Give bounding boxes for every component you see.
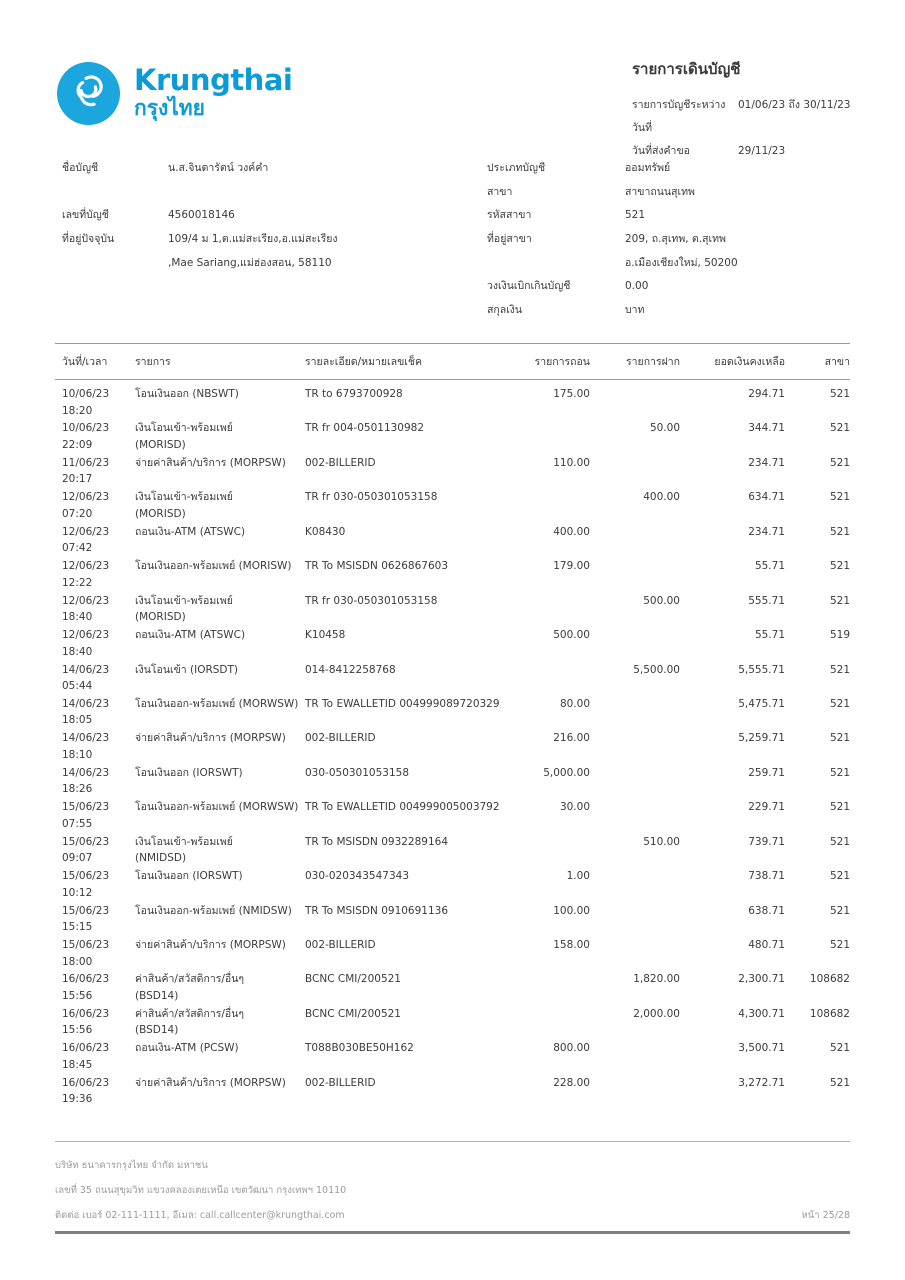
txn-date: 16/06/23	[62, 973, 110, 986]
account-info-row	[487, 250, 867, 274]
txn-balance: 638.71	[748, 904, 785, 917]
footer-line: บริษัท ธนาคารกรุงไทย จำกัด มหาชน	[55, 1160, 208, 1171]
meta-label: รายการบัญชีระหว่างวันที่	[632, 99, 726, 134]
txn-datetime	[55, 971, 130, 1004]
txn-branch: 521	[829, 1042, 850, 1055]
txn-branch: 521	[829, 801, 850, 814]
txn-time: 12:22	[62, 576, 93, 589]
table-row	[55, 524, 850, 558]
col-header-withdrawal: รายการถอน	[534, 356, 590, 368]
txn-name: จ่ายค่าสินค้า/บริการ (MORPSW)	[135, 456, 286, 469]
txn-balance: 294.71	[748, 388, 785, 400]
table-row	[55, 489, 850, 523]
txn-time: 19:36	[62, 1093, 93, 1106]
txn-detail: 030-050301053158	[305, 766, 409, 779]
page-number: หน้า 25/28	[801, 1210, 850, 1221]
txn-date: 15/06/23	[62, 835, 110, 848]
txn-datetime	[55, 524, 130, 557]
txn-detail: TR fr 030-050301053158	[305, 491, 438, 504]
footer-lines	[55, 1153, 850, 1228]
txn-time: 15:56	[62, 989, 93, 1002]
txn-date: 14/06/23	[62, 663, 110, 676]
txn-branch: 521	[829, 663, 850, 676]
account-label: ที่อยู่สาขา	[487, 233, 532, 246]
txn-name: ถอนเงิน-ATM (ATSWC)	[135, 525, 246, 538]
txn-date: 16/06/23	[62, 1007, 110, 1020]
account-info-row	[487, 180, 867, 204]
txn-name: โอนเงินออก-พร้อมเพย์ (MORISW)	[135, 560, 292, 573]
statement-meta-row	[632, 94, 857, 140]
txn-time: 07:42	[62, 542, 93, 555]
txn-time: 18:20	[62, 404, 93, 417]
txn-time: 18:40	[62, 611, 93, 624]
table-row	[55, 971, 850, 1005]
account-info-row	[487, 298, 867, 322]
txn-withdrawal: 5,000.00	[543, 766, 590, 779]
col-header-deposit: รายการฝาก	[626, 356, 680, 368]
txn-detail: 002-BILLERID	[305, 732, 376, 745]
txn-time: 15:56	[62, 1024, 93, 1037]
txn-detail: TR fr 030-050301053158	[305, 594, 438, 607]
txn-balance: 3,272.71	[738, 1076, 785, 1089]
krungthai-logo	[57, 62, 120, 125]
col-header-balance: ยอดเงินคงเหลือ	[714, 356, 785, 368]
txn-branch: 521	[829, 939, 850, 951]
table-row	[55, 1075, 850, 1109]
txn-name: เงินโอนเข้า-พร้อมเพย์ (MORISD)	[135, 594, 233, 624]
txn-date: 12/06/23	[62, 629, 110, 642]
txn-name: ค่าสินค้า/สวัสดิการ/อื่นๆ (BSD14)	[135, 973, 245, 1002]
txn-deposit: 500.00	[643, 594, 680, 607]
txn-detail: TR To MSISDN 0910691136	[305, 904, 449, 917]
txn-name: โอนเงินออก (NBSWT)	[135, 388, 239, 400]
txn-date: 15/06/23	[62, 904, 110, 917]
txn-datetime	[55, 868, 130, 901]
account-info-row	[62, 227, 462, 251]
txn-name: โอนเงินออก-พร้อมเพย์ (NMIDSW)	[135, 904, 292, 917]
txn-deposit: 2,000.00	[633, 1007, 680, 1020]
txn-detail: TR To EWALLETID 004999089720329	[305, 697, 500, 710]
col-header-name: รายการ	[135, 356, 171, 368]
page-footer	[55, 1141, 850, 1228]
txn-balance: 634.71	[748, 491, 785, 504]
txn-withdrawal: 216.00	[553, 732, 590, 745]
txn-time: 05:44	[62, 680, 93, 692]
txn-detail: TR To MSISDN 0626867603	[305, 560, 449, 573]
txn-name: เงินโอนเข้า (IORSDT)	[135, 663, 239, 676]
txn-date: 14/06/23	[62, 732, 110, 745]
page-title: รายการเดินบัญชี	[632, 60, 741, 78]
txn-withdrawal: 800.00	[553, 1042, 590, 1055]
txn-branch: 521	[829, 835, 850, 848]
txn-time: 07:20	[62, 507, 93, 520]
txn-name: โอนเงินออก (IORSWT)	[135, 870, 243, 883]
txn-date: 16/06/23	[62, 1076, 110, 1089]
account-label: สาขา	[487, 185, 513, 198]
txn-branch: 521	[829, 422, 850, 435]
txn-detail: 002-BILLERID	[305, 456, 376, 469]
txn-deposit: 1,820.00	[633, 973, 680, 986]
account-value: 0.00	[625, 279, 649, 292]
brand-name-th: กรุงไทย	[134, 96, 205, 120]
txn-deposit: 50.00	[649, 422, 680, 435]
txn-balance: 234.71	[748, 456, 785, 469]
account-info-row	[487, 156, 867, 180]
txn-balance: 344.71	[748, 422, 785, 435]
txn-withdrawal: 80.00	[559, 697, 590, 710]
account-label: รหัสสาขา	[487, 209, 532, 222]
txn-datetime	[55, 1075, 130, 1108]
txn-date: 14/06/23	[62, 697, 110, 710]
txn-name: จ่ายค่าสินค้า/บริการ (MORPSW)	[135, 732, 286, 745]
table-row	[55, 834, 850, 868]
txn-branch: 521	[829, 904, 850, 917]
txn-date: 14/06/23	[62, 766, 110, 779]
txn-date: 12/06/23	[62, 525, 110, 538]
txn-balance: 55.71	[754, 629, 785, 642]
account-value: สาขาถนนสุเทพ	[625, 185, 695, 198]
col-header-branch: สาขา	[824, 356, 850, 368]
txn-time: 09:07	[62, 852, 93, 865]
txn-datetime	[55, 730, 130, 763]
txn-time: 18:05	[62, 714, 93, 727]
txn-time: 18:40	[62, 645, 93, 658]
txn-name: โอนเงินออก (IORSWT)	[135, 766, 243, 779]
statement-meta	[632, 94, 857, 163]
txn-name: โอนเงินออก-พร้อมเพย์ (MORWSW)	[135, 801, 299, 814]
txn-branch: 521	[829, 560, 850, 573]
txn-detail: 030-020343547343	[305, 870, 409, 883]
table-row	[55, 627, 850, 661]
txn-date: 11/06/23	[62, 456, 110, 469]
table-row	[55, 386, 850, 420]
txn-balance: 739.71	[748, 835, 785, 848]
txn-withdrawal: 175.00	[553, 388, 590, 400]
txn-branch: 521	[829, 870, 850, 883]
txn-datetime	[55, 455, 130, 488]
account-info-left	[62, 156, 462, 274]
txn-datetime	[55, 903, 130, 936]
txn-name: ถอนเงิน-ATM (PCSW)	[135, 1042, 239, 1055]
txn-balance: 5,475.71	[738, 697, 785, 710]
txn-datetime	[55, 937, 130, 970]
txn-date: 12/06/23	[62, 594, 110, 607]
txn-withdrawal: 179.00	[553, 560, 590, 573]
txn-time: 18:45	[62, 1058, 93, 1071]
txn-datetime	[55, 662, 130, 695]
txn-datetime	[55, 627, 130, 660]
account-label: ประเภทบัญชี	[487, 162, 546, 175]
txn-name: เงินโอนเข้า-พร้อมเพย์ (NMIDSD)	[135, 835, 233, 865]
txn-date: 12/06/23	[62, 491, 110, 504]
account-info-row	[487, 274, 867, 298]
table-row	[55, 696, 850, 730]
txn-balance: 5,555.71	[738, 663, 785, 676]
meta-label: วันที่ส่งคำขอ	[632, 145, 690, 157]
footer-line: ติดต่อ เบอร์ 02-111-1111, อีเมล: call.callcenter@krungthai.com	[55, 1210, 345, 1221]
txn-time: 20:17	[62, 473, 93, 486]
txn-datetime	[55, 489, 130, 522]
col-header-date: วันที่/เวลา	[62, 356, 108, 368]
footer-divider	[55, 1231, 850, 1234]
account-label: เลขที่บัญชี	[62, 209, 109, 222]
account-value: ออมทรัพย์	[625, 162, 671, 175]
krungthai-bird-icon	[66, 69, 112, 119]
table-row	[55, 1040, 850, 1074]
txn-deposit: 400.00	[643, 491, 680, 504]
txn-withdrawal: 158.00	[553, 939, 590, 951]
txn-withdrawal: 228.00	[553, 1076, 590, 1089]
txn-branch: 519	[829, 629, 850, 642]
txn-detail: TR fr 004-0501130982	[305, 422, 425, 435]
statement-header	[632, 57, 857, 163]
account-value: น.ส.จินดารัตน์ วงค์คำ	[168, 162, 269, 175]
account-label: สกุลเงิน	[487, 303, 523, 316]
txn-datetime	[55, 765, 130, 798]
txn-name: เงินโอนเข้า-พร้อมเพย์ (MORISD)	[135, 491, 233, 520]
txn-detail: TR to 6793700928	[305, 388, 403, 400]
table-row	[55, 558, 850, 592]
table-row	[55, 455, 850, 489]
txn-detail: BCNC CMI/200521	[305, 973, 401, 986]
txn-detail: 014-8412258768	[305, 663, 396, 676]
account-info-right	[487, 156, 867, 321]
txn-datetime	[55, 834, 130, 867]
account-info-row	[487, 227, 867, 251]
account-value: 4560018146	[168, 208, 235, 221]
txn-balance: 4,300.71	[738, 1007, 785, 1020]
account-value: 521	[625, 208, 646, 221]
txn-balance: 480.71	[748, 939, 785, 951]
table-header	[55, 343, 850, 380]
txn-deposit: 510.00	[643, 835, 680, 848]
brand-wordmark	[134, 63, 292, 120]
txn-withdrawal: 110.00	[553, 456, 590, 469]
txn-detail: TR To EWALLETID 004999005003792	[305, 801, 500, 814]
txn-time: 07:55	[62, 817, 93, 830]
txn-datetime	[55, 386, 130, 419]
txn-time: 22:09	[62, 438, 93, 451]
txn-balance: 259.71	[748, 766, 785, 779]
txn-date: 16/06/23	[62, 1042, 110, 1055]
txn-datetime	[55, 799, 130, 832]
meta-value: 29/11/23	[738, 145, 786, 157]
table-row	[55, 868, 850, 902]
txn-date: 15/06/23	[62, 870, 110, 883]
txn-branch: 521	[829, 388, 850, 400]
txn-balance: 5,259.71	[738, 732, 785, 745]
txn-datetime	[55, 558, 130, 591]
txn-detail: BCNC CMI/200521	[305, 1007, 401, 1020]
txn-branch: 521	[829, 732, 850, 745]
account-info-row	[62, 250, 462, 274]
txn-branch: 108682	[809, 1007, 850, 1020]
txn-time: 18:10	[62, 748, 93, 761]
txn-detail: TR To MSISDN 0932289164	[305, 835, 449, 848]
table-row	[55, 662, 850, 696]
table-row	[55, 730, 850, 764]
account-value: 209, ถ.สุเทพ, ต.สุเทพ	[625, 233, 726, 246]
meta-value: 01/06/23 ถึง 30/11/23	[738, 99, 851, 111]
txn-balance: 555.71	[748, 594, 785, 607]
txn-name: ค่าสินค้า/สวัสดิการ/อื่นๆ (BSD14)	[135, 1007, 245, 1037]
txn-detail: 002-BILLERID	[305, 1076, 376, 1089]
txn-date: 15/06/23	[62, 939, 110, 951]
txn-balance: 55.71	[754, 560, 785, 573]
txn-datetime	[55, 593, 130, 626]
txn-balance: 229.71	[748, 801, 785, 814]
txn-branch: 521	[829, 697, 850, 710]
txn-withdrawal: 1.00	[566, 870, 590, 883]
brand-name-en: Krungthai	[134, 63, 293, 97]
transactions-table	[55, 343, 850, 1109]
txn-datetime	[55, 696, 130, 729]
account-label: ชื่อบัญชี	[62, 162, 99, 175]
txn-time: 18:26	[62, 783, 93, 796]
txn-withdrawal: 400.00	[553, 525, 590, 538]
txn-detail: T088B030BE50H162	[305, 1042, 414, 1055]
txn-date: 10/06/23	[62, 388, 110, 400]
txn-balance: 738.71	[748, 870, 785, 883]
txn-name: จ่ายค่าสินค้า/บริการ (MORPSW)	[135, 1076, 286, 1089]
txn-datetime	[55, 1040, 130, 1073]
txn-deposit: 5,500.00	[633, 663, 680, 676]
account-info-row	[62, 156, 462, 180]
col-header-detail: รายละเอียด/หมายเลขเช็ค	[305, 356, 422, 368]
txn-time: 10:12	[62, 886, 93, 899]
txn-detail: K08430	[305, 525, 346, 538]
txn-time: 15:15	[62, 921, 93, 934]
txn-branch: 521	[829, 766, 850, 779]
txn-datetime	[55, 420, 130, 453]
account-value: บาท	[625, 303, 645, 316]
txn-name: เงินโอนเข้า-พร้อมเพย์ (MORISD)	[135, 422, 233, 451]
txn-datetime	[55, 1006, 130, 1039]
table-row	[55, 937, 850, 971]
account-info-row	[62, 180, 462, 204]
txn-detail: 002-BILLERID	[305, 939, 376, 951]
table-row	[55, 765, 850, 799]
txn-date: 15/06/23	[62, 801, 110, 814]
txn-withdrawal: 100.00	[553, 904, 590, 917]
account-value: อ.เมืองเชียงใหม่, 50200	[625, 256, 738, 269]
txn-withdrawal: 500.00	[553, 629, 590, 642]
table-body	[55, 380, 850, 1109]
txn-balance: 3,500.71	[738, 1042, 785, 1055]
table-row	[55, 903, 850, 937]
txn-branch: 521	[829, 525, 850, 538]
txn-branch: 521	[829, 1076, 850, 1089]
txn-date: 12/06/23	[62, 560, 110, 573]
txn-name: โอนเงินออก-พร้อมเพย์ (MORWSW)	[135, 697, 299, 710]
txn-date: 10/06/23	[62, 422, 110, 435]
txn-time: 18:00	[62, 955, 93, 968]
table-row	[55, 1006, 850, 1040]
txn-name: ถอนเงิน-ATM (ATSWC)	[135, 629, 246, 642]
table-row	[55, 593, 850, 627]
txn-balance: 234.71	[748, 525, 785, 538]
account-info-row	[487, 203, 867, 227]
txn-withdrawal: 30.00	[559, 801, 590, 814]
txn-balance: 2,300.71	[738, 973, 785, 986]
account-value: ,Mae Sariang,แม่ฮ่องสอน, 58110	[168, 256, 332, 269]
account-label: วงเงินเบิกเกินบัญชี	[487, 280, 571, 293]
table-row	[55, 420, 850, 454]
account-info-row	[62, 203, 462, 227]
account-label: ที่อยู่ปัจจุบัน	[62, 233, 115, 246]
txn-branch: 521	[829, 456, 850, 469]
txn-branch: 521	[829, 491, 850, 504]
txn-name: จ่ายค่าสินค้า/บริการ (MORPSW)	[135, 939, 286, 951]
txn-branch: 521	[829, 594, 850, 607]
table-row	[55, 799, 850, 833]
account-value: 109/4 ม 1,ต.แม่สะเรียง,อ.แม่สะเรียง	[168, 233, 338, 246]
txn-detail: K10458	[305, 629, 346, 642]
footer-line: เลขที่ 35 ถนนสุขุมวิท แขวงคลองเตยเหนือ เขตวัฒนา กรุงเทพฯ 10110	[55, 1185, 347, 1196]
txn-branch: 108682	[809, 973, 850, 986]
